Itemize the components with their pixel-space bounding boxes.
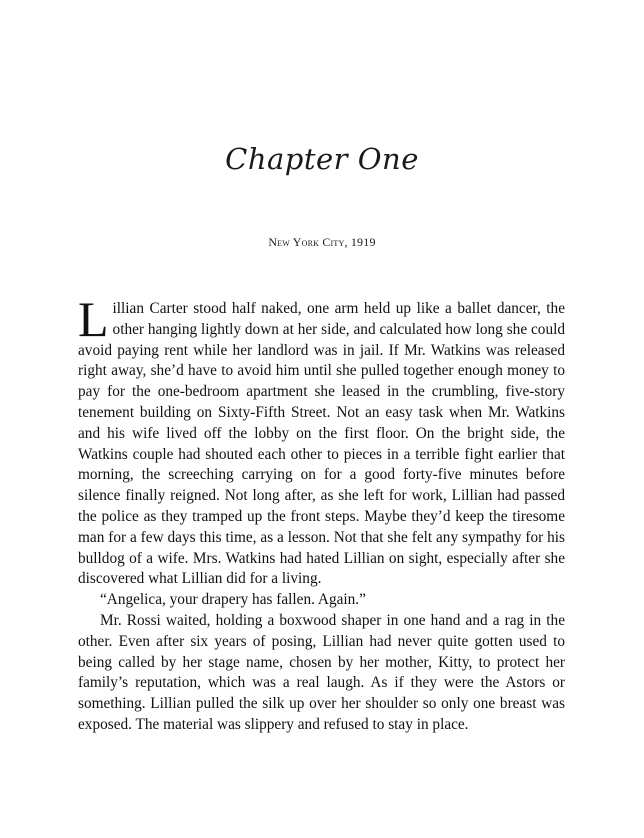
chapter-title: Chapter One [225,142,419,176]
paragraph-1-text: illian Carter stood half naked, one arm held up like a ballet dancer, the other hanging lightly down at her side, and calculated how long she could avoid paying rent while her landlord was in jail. If Mr. Watkins was released right away, she’d have to avoid him until she pulled together enough money to pay for the one-bedroom apartment she leased in the crumbling, five-story tenement building on Sixty-Fifth Street. Not an easy task when Mr. Watkins and his wife lived off the lobby on the first floor. On the bright side, the Watkins couple had shouted each other to pieces in a terrible fight earlier that morning, the screeching carrying on for a good forty-five minutes before silence finally reigned. Not long after, as she left for work, Lillian had passed the police as they tramped up the front steps. Maybe they’d keep the tiresome man for a few days this time, as a lesson. Not that she felt any sympathy for his bulldog of a wife. Mrs. Watkins had hated Lillian on sight, especially after she discovered what Lillian did for a living. [78,300,565,588]
chapter-body [78,291,565,736]
drop-cap: L [78,291,109,347]
paragraph-1 [78,291,565,590]
paragraph-2: “Angelica, your drapery has fallen. Again.” [100,591,366,609]
paragraph-3: Mr. Rossi waited, holding a boxwood shaper in one hand and a rag in the other. Even after six years of posing, Lillian had never quite gotten used to being called by her stage name, chosen by her mother, Kitty, to protect her family’s reputation, which was a real laugh. As if they were the Astors or something. Lillian pulled the silk up over her shoulder so only one breast was exposed. The material was slippery and refused to stay in place. [78,611,565,733]
chapter-dateline: New York City, 1919 [268,235,376,249]
